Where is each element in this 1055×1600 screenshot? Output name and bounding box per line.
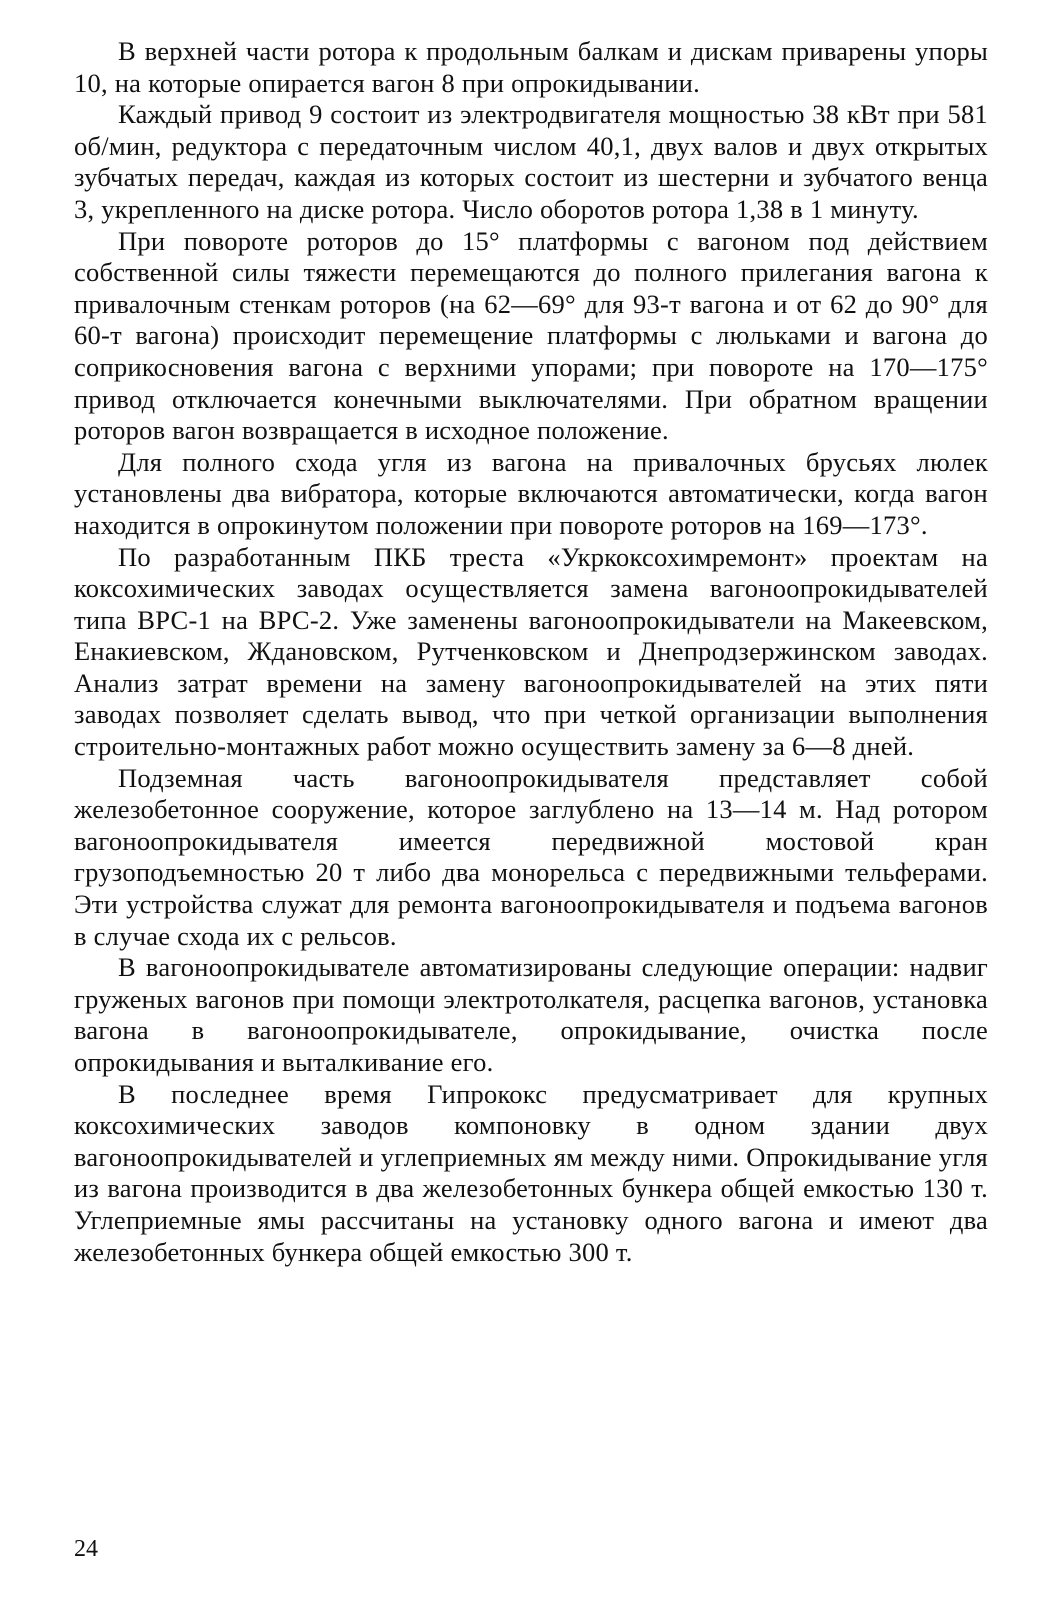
paragraph-1: В верхней части ротора к продольным балкам и дискам приварены упоры 10, на которые опирается вагон 8 при опрокидывании. (74, 36, 988, 98)
paragraph-7: В вагоноопрокидывателе автоматизированы следующие операции: надвиг груженых вагонов при помощи электротолкателя, расцепка вагонов, установка вагона в вагоноопрокидывателе, опрокидывание, очистка после опрокидывания и выталкивание его. (74, 952, 988, 1077)
paragraph-2: Каждый привод 9 состоит из электродвигателя мощностью 38 кВт при 581 об/мин, редуктора с передаточным числом 40,1, двух валов и двух открытых зубчатых передач, каждая из которых состоит из шестерни и зубчатого венца 3, укрепленного на диске ротора. Число оборотов ротора 1,38 в 1 минуту. (74, 99, 988, 224)
paragraph-6: Подземная часть вагоноопрокидывателя представляет собой железобетонное сооружение, которое заглублено на 13—14 м. Над ротором вагоноопрокидывателя имеется передвижной мостовой кран грузоподъемностью 20 т либо два монорельса с передвижными тельферами. Эти устройства служат для ремонта вагоноопрокидывателя и подъема вагонов в случае схода их с рельсов. (74, 762, 988, 951)
paragraph-5: По разработанным ПКБ треста «Укркоксохимремонт» проектам на коксохимических заводах осуществляется замена вагоноопрокидывателей типа ВРС-1 на ВРС-2. Уже заменены вагоноопрокидыватели на Макеевском, Енакиевском, Ждановском, Рутченковском и Днепродзержинском заводах. Анализ затрат времени на замену вагоноопрокидывателей на этих пяти заводах позволяет сделать вывод, что при четкой организации выполнения строительно-монтажных работ можно осуществить замену за 6—8 дней. (74, 541, 988, 762)
body-text (74, 36, 988, 1268)
page-number: 24 (74, 1536, 98, 1562)
paragraph-4: Для полного схода угля из вагона на привалочных брусьях люлек установлены два вибратора, которые включаются автоматически, когда вагон находится в опрокинутом положении при повороте роторов на 169—173°. (74, 446, 988, 540)
paragraph-8: В последнее время Гипрококс предусматривает для крупных коксохимических заводов компоновку в одном здании двух вагоноопрокидывателей и углеприемных ям между ними. Опрокидывание угля из вагона производится в два железобетонных бункера общей емкостью 130 т. Углеприемные ямы рассчитаны на установку одного вагона и имеют два железобетонных бункера общей емкостью 300 т. (74, 1078, 988, 1267)
paragraph-3: При повороте роторов до 15° платформы с вагоном под действием собственной силы тяжести перемещаются до полного прилегания вагона к привалочным стенкам роторов (на 62—69° для 93-т вагона и от 62 до 90° для 60-т вагона) происходит перемещение платформы с люльками и вагона до соприкосновения вагона с верхними упорами; при повороте на 170—175° привод отключается конечными выключателями. При обратном вращении роторов вагон возвращается в исходное положение. (74, 225, 988, 446)
